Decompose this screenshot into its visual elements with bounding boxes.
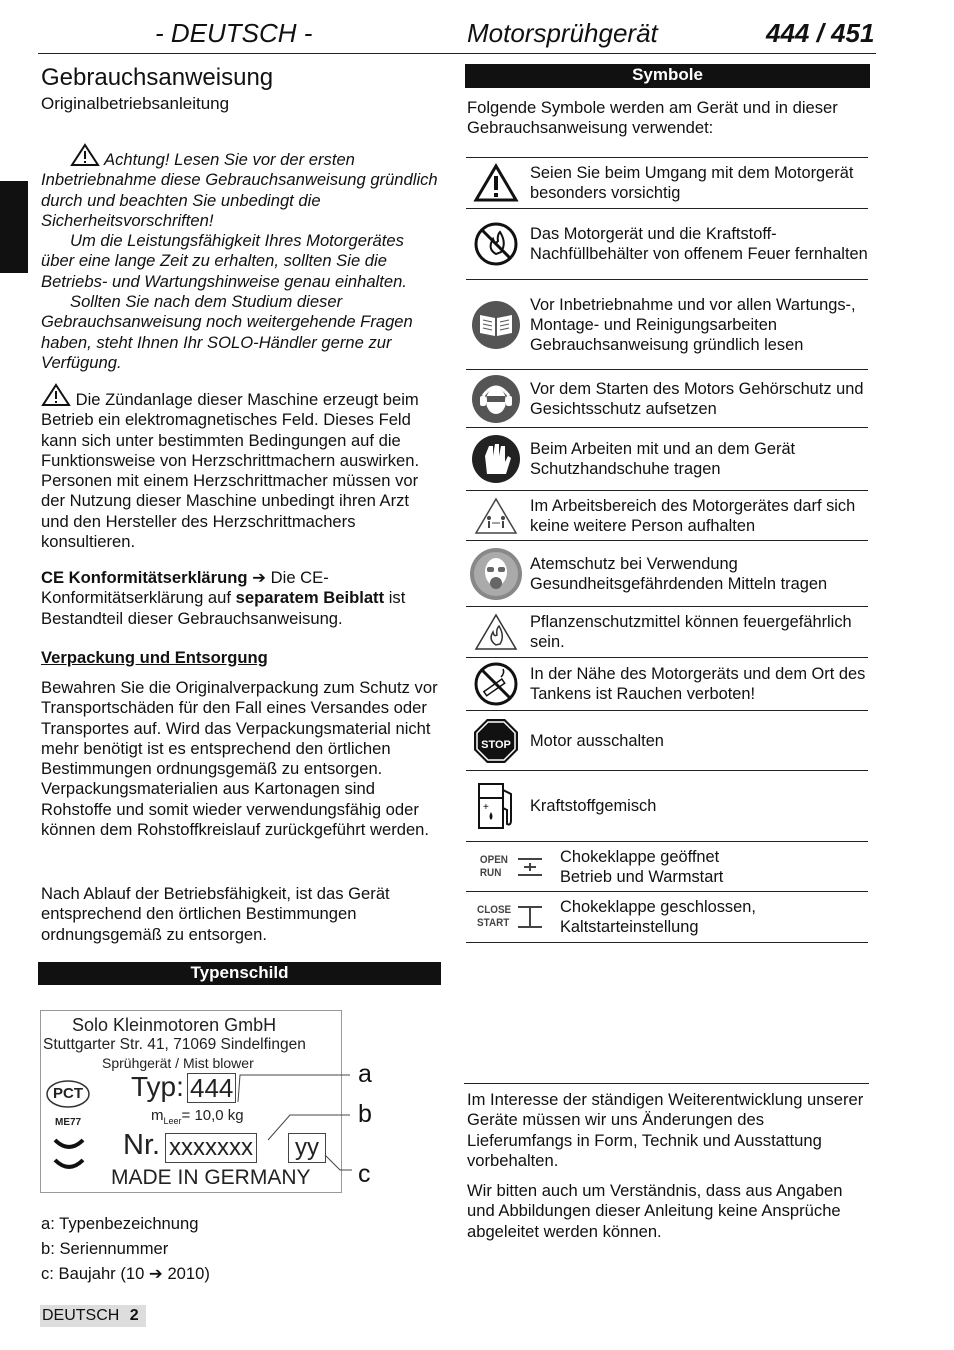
svg-text:+: + [483, 802, 489, 813]
header-model: 444 / 451 [766, 18, 875, 48]
plate-mass-sub: Leer [163, 1116, 182, 1126]
plate-cert-text: PCT [53, 1085, 83, 1102]
symbol-text: Das Motorgerät und die Kraftstoff-Nachfüllbehälter von offenem Feuer fernhalten [530, 225, 868, 263]
recycling-smile-icon [51, 1136, 87, 1176]
notice-rule [464, 1083, 869, 1084]
plate-nr-label: Nr. [123, 1129, 161, 1161]
packaging-para-2: Nach Ablauf der Betriebsfähigkeit, ist das Gerät entsprechend den örtlichen Bestimmungen ordnungsgemäß zu entsorgen. [41, 884, 390, 944]
ce-text-1: Die CE-Konformitätserklärung auf [41, 568, 329, 608]
symbol-row [466, 428, 868, 491]
warning-triangle-icon [70, 143, 100, 167]
symbol-row [466, 771, 868, 842]
ce-text-2: ist Bestandteil dieser Gebrauchsanweisung. [41, 588, 406, 628]
warning-para-3: Sollten Sie nach dem Studium dieser Gebrauchsanweisung noch weitergehende Fragen haben, steht Ihnen Ihr SOLO-Händler gerne zur Verfügung. [41, 292, 413, 372]
plate-mass-label: m [151, 1107, 164, 1124]
ear-face-protection-icon [471, 374, 521, 424]
callout-b: b [358, 1100, 372, 1128]
no-smoking-icon [473, 661, 519, 707]
choke-line-1: Chokeklappe geöffnet [560, 847, 720, 866]
keep-distance-icon [473, 496, 519, 536]
pacemaker-text: Die Zündanlage dieser Maschine erzeugt beim Betrieb ein elektromagnetisches Feld. Dieses Feld kann sich unter bestimmten Bedingungen auf die Funktionsweise von Herzschrittmachern auswirken. Personen mit einem Herzschrittmacher müssen vor der Nutzung dieser Maschine unbedingt ihren Arzt und den Hersteller des Herzschrittmachers konsultieren. [41, 390, 420, 552]
choke-line-1: Chokeklappe geschlossen, [560, 898, 756, 916]
footer-language: DEUTSCH [42, 1307, 120, 1324]
plate-callout-lines [230, 1060, 360, 1190]
symbol-text: Pflanzenschutzmittel können feuergefährlich sein. [530, 613, 852, 651]
choke-closed-icon [466, 904, 556, 930]
footer-tab [40, 1305, 146, 1327]
gloves-icon [471, 434, 521, 484]
ce-heading: CE Konformitätserklärung [41, 568, 248, 587]
notice-para-1: Im Interesse der ständigen Weiterentwicklung unserer Geräte müssen wir uns Änderungen des Lieferumfangs in Form, Technik und Ausstattung vorbehalten. [467, 1090, 864, 1170]
ce-separate-sheet: separatem Beiblatt [235, 588, 385, 608]
symbole-bar: Symbole [465, 64, 870, 88]
symbol-row [466, 209, 868, 280]
warning-triangle-icon [473, 163, 519, 203]
symbol-text: Kraftstoffgemisch [530, 797, 657, 815]
warning-para-2: Um die Leistungsfähigkeit Ihres Motorgerätes über eine lange Zeit zu erhalten, sollten Sie die Betriebs- und Wartungshinweise genau einhalten. [41, 231, 407, 291]
symbol-text: Atemschutz bei Verwendung Gesundheitsgefährdenden Mitteln tragen [530, 554, 828, 593]
choke-closed-symbol [516, 904, 544, 930]
read-manual-icon [471, 300, 521, 350]
symbol-row [466, 658, 868, 711]
choke-label-run: RUN [479, 866, 502, 879]
symbol-row [466, 158, 868, 209]
arrow-right-icon: ➔ [252, 568, 267, 587]
page-title: Gebrauchsanweisung [41, 64, 274, 91]
footer-page-number: 2 [129, 1307, 139, 1324]
warning-para-1: Achtung! Lesen Sie vor der ersten Inbetriebnahme diese Gebrauchsanweisung gründlich durch und beachten Sie unbedingt die Sicherheitsvorschriften! [41, 150, 438, 230]
warning-triangle-icon [41, 383, 71, 407]
legend-b: b: Seriennummer [41, 1239, 169, 1258]
symbol-row [466, 280, 868, 370]
choke-line-2: Betrieb und Warmstart [560, 867, 724, 886]
symbol-text: Vor dem Starten des Motors Gehörschutz und Gesichtsschutz aufsetzen [530, 379, 864, 418]
plate-nr-value: xxxxxxx [165, 1133, 257, 1163]
stop-sign-label: STOP [481, 738, 511, 751]
choke-line-2: Kaltstarteinstellung [560, 918, 699, 936]
symbols-table [466, 157, 868, 943]
arrow-right-icon: ➔ [148, 1264, 163, 1283]
symbol-row [466, 711, 868, 771]
symbol-text: Im Arbeitsbereich des Motorgerätes darf sich keine weitere Person aufhalten [530, 496, 856, 535]
plate-year-value: yy [288, 1133, 326, 1163]
plate-cert-code: ME77 [55, 1117, 82, 1128]
symbol-text: In der Nähe des Motorgeräts und dem Ort des Tankens ist Rauchen verboten! [530, 665, 866, 703]
plate-cert-mark [45, 1079, 89, 1107]
symbol-row [466, 541, 868, 607]
symbol-row [466, 491, 868, 541]
legend-c-prefix: c: Baujahr (10 [41, 1264, 149, 1283]
symbol-row [466, 607, 868, 658]
choke-row [466, 892, 868, 943]
safety-intro [41, 143, 441, 373]
symbol-row [466, 370, 868, 428]
callout-a: a [358, 1060, 372, 1088]
choke-label-start: START [477, 917, 510, 929]
respirator-icon [469, 547, 523, 601]
choke-row [466, 842, 868, 892]
header-rule [38, 53, 876, 54]
flammable-icon [473, 612, 519, 652]
plate-device: Sprühgerät / Mist blower [102, 1055, 254, 1071]
choke-open-icon [466, 854, 556, 880]
symbol-text: Vor Inbetriebnahme und vor allen Wartungs-, Montage- und Reinigungsarbeiten Gebrauchsanweisung gründlich lesen [530, 295, 856, 354]
page-subtitle: Originalbetriebsanleitung [41, 94, 230, 113]
choke-open-symbol [516, 855, 544, 879]
plate-company: Solo Kleinmotoren GmbH [72, 1015, 277, 1035]
packaging-para-1: Bewahren Sie die Originalverpackung zum Schutz vor Transportschäden für den Fall eines Versandes oder Transportes auf. Wird das Verpackungsmaterial nicht mehr benötigt ist es entsprechend den örtlichen Bestimmungen ordnungsgemäß zu entsorgen. Verpackungsmaterialien aus Kartonagen sind Rohstoffe und somit wieder verwendungsfähig oder können dem Rohstoffkreislauf zurückgeführt werden. [41, 678, 438, 840]
callout-c: c [358, 1160, 371, 1188]
side-tab-marker [0, 181, 28, 273]
symbol-text: Seien Sie beim Umgang mit dem Motorgerät besonders vorsichtig [530, 164, 854, 202]
choke-label-open: OPEN [479, 853, 508, 866]
plate-mass-value: = 10,0 kg [181, 1107, 244, 1124]
plate-typ-label: Typ: [131, 1071, 184, 1102]
packaging-heading: Verpackung und Entsorgung [41, 648, 268, 667]
notice-para-2: Wir bitten auch um Verständnis, dass aus Angaben und Abbildungen dieser Anleitung keine Ansprüche abgeleitet werden können. [467, 1181, 843, 1241]
ce-declaration [41, 568, 441, 629]
header-product: Motorsprühgerät [467, 18, 658, 48]
plate-address: Stuttgarter Str. 41, 71069 Sindelfingen [43, 1036, 306, 1053]
plate-typ-value: 444 [187, 1073, 236, 1103]
symbol-text: Motor ausschalten [530, 731, 664, 750]
choke-text [556, 847, 723, 887]
pacemaker-notice [41, 383, 441, 552]
choke-label-close: CLOSE [477, 904, 512, 916]
symbol-text: Beim Arbeiten mit und an dem Gerät Schutzhandschuhe tragen [530, 440, 796, 478]
legend-c [41, 1264, 210, 1284]
typenschild-bar: Typenschild [38, 962, 441, 985]
legend-c-suffix: 2010) [162, 1264, 210, 1283]
plate-made-in: MADE IN GERMANY [111, 1166, 311, 1189]
choke-text [556, 897, 756, 937]
symbols-intro: Folgende Symbole werden am Gerät und in dieser Gebrauchsanweisung verwendet: [467, 98, 838, 138]
header-language: - DEUTSCH - [155, 18, 313, 48]
legend-a: a: Typenbezeichnung [41, 1214, 199, 1233]
fuel-pump-icon [473, 780, 519, 832]
no-open-fire-icon [473, 221, 519, 267]
